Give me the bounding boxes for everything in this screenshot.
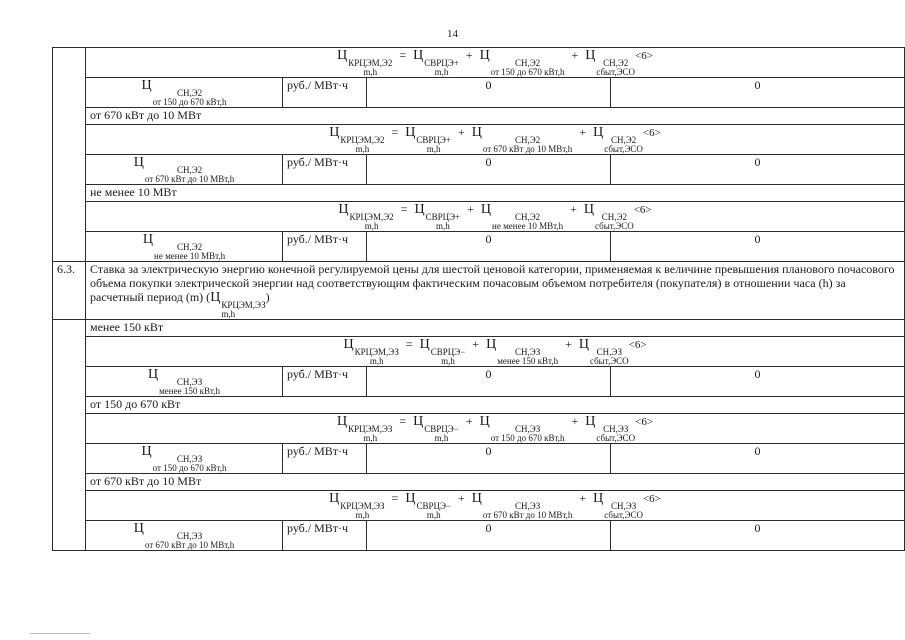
- value-cell: 0: [611, 444, 905, 474]
- value-cell: 0: [367, 232, 611, 262]
- value-cell: 0: [367, 155, 611, 185]
- formula-row: [53, 48, 905, 78]
- subsection-label: не менее 10 МВт: [86, 185, 905, 202]
- formula: Ц КРЦЭМ,ЭЗ m,h = Ц СВРЦЭ− m,h + Ц СН,ЭЗ менее 150 кВт,h + Ц СН,ЭЗ сбыт,ЭСО <6>: [86, 337, 905, 367]
- value-row: [53, 78, 905, 108]
- value-cell: 0: [611, 367, 905, 397]
- unit-cell: руб./ МВт·ч: [283, 78, 367, 108]
- value-cell: 0: [611, 155, 905, 185]
- value-cell: 0: [367, 521, 611, 551]
- unit-cell: руб./ МВт·ч: [283, 444, 367, 474]
- section-row: [53, 262, 905, 320]
- formula-row: [53, 125, 905, 155]
- subsection-row: [53, 397, 905, 414]
- value-cell: 0: [367, 367, 611, 397]
- value-cell: 0: [611, 521, 905, 551]
- value-row: [53, 444, 905, 474]
- unit-cell: руб./ МВт·ч: [283, 232, 367, 262]
- number-cell: [53, 48, 86, 262]
- symbol-cell: Ц СН,ЭЗ менее 150 кВт,h: [86, 367, 283, 397]
- subsection-row: [53, 108, 905, 125]
- formula-row: [53, 414, 905, 444]
- value-cell: 0: [611, 232, 905, 262]
- symbol-cell: Ц СН,ЭЗ от 670 кВт до 10 МВт,h: [86, 521, 283, 551]
- symbol-cell: Ц СН,ЭЗ от 150 до 670 кВт,h: [86, 444, 283, 474]
- formula: Ц КРЦЭМ,Э2 m,h = Ц СВРЦЭ+ m,h + Ц СН,Э2 не менее 10 МВт,h + Ц СН,Э2 сбыт,ЭСО <6>: [86, 202, 905, 232]
- value-cell: 0: [367, 444, 611, 474]
- value-row: [53, 521, 905, 551]
- value-row: [53, 367, 905, 397]
- section-number: 6.3.: [53, 262, 86, 320]
- number-cell: [53, 320, 86, 551]
- symbol-cell: Ц СН,Э2 не менее 10 МВт,h: [86, 232, 283, 262]
- value-cell: 0: [611, 78, 905, 108]
- formula-row: [53, 491, 905, 521]
- value-row: [53, 232, 905, 262]
- unit-cell: руб./ МВт·ч: [283, 155, 367, 185]
- subsection-label: от 150 до 670 кВт: [86, 397, 905, 414]
- page-number: 14: [447, 28, 458, 40]
- subsection-row: [53, 320, 905, 337]
- symbol-cell: Ц СН,Э2 от 670 кВт до 10 МВт,h: [86, 155, 283, 185]
- formula: Ц КРЦЭМ,Э2 m,h = Ц СВРЦЭ+ m,h + Ц СН,Э2 от 150 до 670 кВт,h + Ц СН,Э2 сбыт,ЭСО <6>: [86, 48, 905, 78]
- value-row: [53, 155, 905, 185]
- subsection-label: от 670 кВт до 10 МВт: [86, 108, 905, 125]
- subsection-label: от 670 кВт до 10 МВт: [86, 474, 905, 491]
- value-cell: 0: [367, 78, 611, 108]
- formula-row: [53, 337, 905, 367]
- subsection-row: [53, 474, 905, 491]
- subsection-label: менее 150 кВт: [86, 320, 905, 337]
- formula-row: [53, 202, 905, 232]
- subsection-row: [53, 185, 905, 202]
- formula: Ц КРЦЭМ,Э2 m,h = Ц СВРЦЭ+ m,h + Ц СН,Э2 от 670 кВт до 10 МВт,h + Ц СН,Э2 сбыт,ЭСО <6>: [86, 125, 905, 155]
- section-text: Ставка за электрическую энергию конечной регулируемой цены для шестой ценовой категории, применяемая к величине превышения планового почасового объема покупки электрической энергии над соответствующим фактическим почасовым объемом потребителя (покупателя) в отношении часа (h) за расчетный период (m) (Ц КРЦЭМ,ЭЗ m,h ): [86, 262, 905, 320]
- formula: Ц КРЦЭМ,ЭЗ m,h = Ц СВРЦЭ− m,h + Ц СН,ЭЗ от 150 до 670 кВт,h + Ц СН,ЭЗ сбыт,ЭСО <6>: [86, 414, 905, 444]
- unit-cell: руб./ МВт·ч: [283, 367, 367, 397]
- tariff-table: [52, 47, 905, 551]
- unit-cell: руб./ МВт·ч: [283, 521, 367, 551]
- scan-edge-mark: [30, 633, 90, 634]
- symbol-cell: Ц СН,Э2 от 150 до 670 кВт,h: [86, 78, 283, 108]
- formula: Ц КРЦЭМ,ЭЗ m,h = Ц СВРЦЭ− m,h + Ц СН,ЭЗ от 670 кВт до 10 МВт,h + Ц СН,ЭЗ сбыт,ЭСО <6>: [86, 491, 905, 521]
